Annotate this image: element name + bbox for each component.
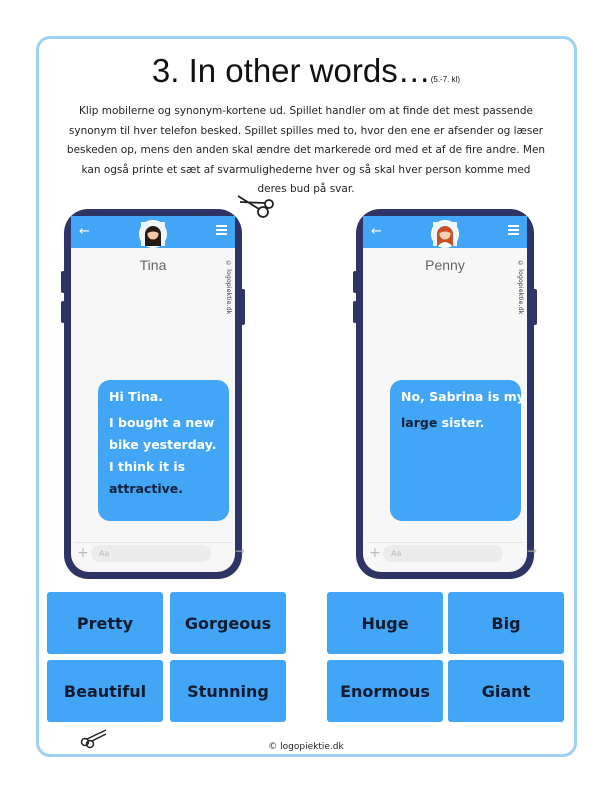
phone-penny <box>356 209 537 579</box>
credit-label: © logopiektie.dk <box>517 260 524 315</box>
synonym-card[interactable]: Big <box>448 592 564 654</box>
footer-credit: © logopiektie.dk <box>268 742 344 752</box>
message-line: large sister. <box>401 415 485 430</box>
scissors-icon <box>236 194 274 220</box>
synonym-card[interactable]: Stunning <box>170 660 286 722</box>
contact-name: Penny <box>425 257 465 273</box>
chat-header <box>71 216 235 248</box>
highlight-word: attractive. <box>109 481 184 496</box>
synonym-card[interactable]: Pretty <box>47 592 163 654</box>
message-line: Hi Tina. <box>109 389 163 404</box>
message-input[interactable]: Aa <box>91 545 211 562</box>
page-title: 3. In other words…(5.-7. kl) <box>151 52 461 89</box>
message-line: No, Sabrina is my <box>401 389 525 404</box>
avatar <box>139 220 167 248</box>
message-input-bar <box>75 542 245 564</box>
plus-icon[interactable]: + <box>369 545 381 561</box>
synonym-card[interactable]: Huge <box>327 592 443 654</box>
send-icon[interactable]: → <box>526 544 537 558</box>
phone-screen <box>71 216 245 572</box>
instructions-text: Klip mobilerne og synonym-kortene ud. Spillet handler om at finde det mest passende synonym til hver telefon besked. Spillet spilles med to, hvor den ene er afsender og læser beskeden op, mens den anden skal ændre det markerede ord med et af de fire andre. Men kan også printe et sæt af svarmulighederne hver og så skal hver person komme med deres bud på svar. <box>66 105 546 195</box>
back-arrow-icon[interactable]: ← <box>371 224 382 239</box>
message-input-bar <box>367 542 537 564</box>
avatar <box>431 220 459 248</box>
chat-header <box>363 216 527 248</box>
message-line: I bought a new bike yesterday. I think it is attractive. <box>109 415 217 496</box>
synonym-card[interactable]: Beautiful <box>47 660 163 722</box>
contact-name: Tina <box>139 257 167 273</box>
synonym-card[interactable]: Giant <box>448 660 564 722</box>
message-input[interactable]: Aa <box>383 545 503 562</box>
synonym-card[interactable]: Enormous <box>327 660 443 722</box>
credit-label: © logopiektie.dk <box>225 260 232 315</box>
menu-icon[interactable] <box>216 225 227 235</box>
plus-icon[interactable]: + <box>77 545 89 561</box>
grade-label: (5.-7. kl) <box>430 75 461 84</box>
message-bubble <box>390 380 525 521</box>
phone-tina <box>64 209 245 579</box>
phone-screen <box>363 216 537 572</box>
menu-icon[interactable] <box>508 225 519 235</box>
message-bubble <box>98 380 229 521</box>
synonym-card[interactable]: Gorgeous <box>170 592 286 654</box>
back-arrow-icon[interactable]: ← <box>79 224 90 239</box>
send-icon[interactable]: → <box>234 544 245 558</box>
highlight-word: large <box>401 415 438 430</box>
